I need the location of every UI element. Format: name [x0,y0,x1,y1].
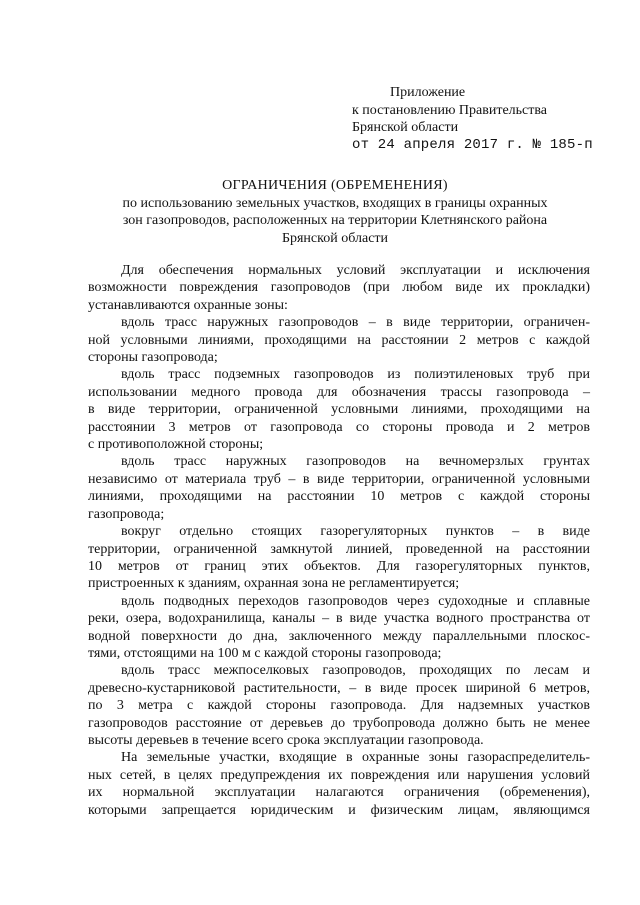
body-text-line: вдоль трасс межпоселковых газопроводов, проходящих по лесам и [121,663,590,679]
body-text-line: по 3 метра с каждой стороны газопровода. Для надземных участков [88,698,590,714]
title-subtitle-line-1: по использованию земельных участков, входящих в границы охранных [122,195,548,211]
body-text-line: их нормальной эксплуатации налагаются ограничения (обременения), [88,785,590,801]
body-text-line: независимо от материала труб – в виде территории, ограниченной условными [88,471,590,487]
body-text-line: возможности повреждения газопроводов (при любом виде их прокладки) [88,280,590,296]
body-text-line: На земельные участки, входящие в охранные зоны газораспределитель- [121,750,590,766]
body-text-line: Для обеспечения нормальных условий эксплуатации и исключения [121,263,590,278]
body-text-line: которыми запрещается юридическим и физическим лицам, являющимся [88,802,590,818]
body-text-line: линиями, проходящими на расстоянии 10 метров с каждой стороны [88,489,590,505]
appendix-region: Брянской области [352,120,459,135]
body-text-line: пристроенных к зданиям, охранная зона не регламентируется; [88,576,460,592]
body-text-line: газопровода; [88,506,165,522]
body-text-line: вдоль трасс наружных газопроводов – в виде территории, ограничен- [121,315,590,331]
body-text-line: территории, ограниченной замкнутой линией, проведенной на расстоянии [88,541,590,557]
body-text-line: тями, отстоящими на 100 м с каждой стороны газопровода; [88,645,442,661]
body-text-line: вдоль трасс подземных газопроводов из полиэтиленовых труб при [121,367,590,383]
title-heading: ОГРАНИЧЕНИЯ (ОБРЕМЕНЕНИЯ) [222,178,448,193]
appendix-decree: к постановлению Правительства [352,102,548,118]
body-text-line: использовании медного провода для обозначения трассы газопровода – [88,384,590,400]
body-text-line: в виде территории, ограниченной условными линиями, проходящими на [88,402,590,418]
body-text-line: стороны газопровода; [88,350,218,366]
body-text-line: ных сетей, в целях предупреждения их повреждения или нарушения условий [88,767,590,783]
body-text-line: вдоль подводных переходов газопроводов через судоходные и сплавные [121,593,590,609]
document-title [90,177,580,247]
document-body [88,262,590,819]
appendix-label: Приложение [390,85,466,100]
body-text-line: устанавливаются охранные зоны: [88,297,288,313]
body-text-line: ной условными линиями, проходящими на расстоянии 2 метров с каждой [88,332,590,348]
appendix-block [352,84,622,154]
body-text-line: 10 метров от границ этих объектов. Для газорегуляторных пунктов, [88,558,590,574]
title-subtitle-line-3: Брянской области [281,230,389,246]
title-subtitle-line-2: зон газопроводов, расположенных на территории Клетнянского района [122,213,548,228]
body-text-line: высоты деревьев в течение всего срока эксплуатации газопровода. [88,732,484,748]
body-text-line: водной поверхности до дна, заключенного между параллельными плоскос- [88,628,590,644]
body-text-line: с противоположной стороны; [88,437,264,453]
body-text-line: вдоль трасс наружных газопроводов на вечномерзлых грунтах [121,454,590,470]
body-text-line: древесно-кустарниковой растительности, – в виде просек шириной 6 метров, [88,680,590,696]
body-text-line: вокруг отдельно стоящих газорегуляторных пунктов – в виде [121,524,590,540]
body-text-line: расстоянии 3 метров от газопровода со стороны провода и 2 метров [88,419,590,435]
appendix-date: от 24 апреля 2017 г. № 185-п [352,136,593,153]
body-text-line: газопроводов расстояние от деревьев до трубопровода должно быть не менее [88,715,590,731]
body-text-line: реки, озера, водохранилища, каналы – в виде участка водного пространства от [88,611,590,627]
